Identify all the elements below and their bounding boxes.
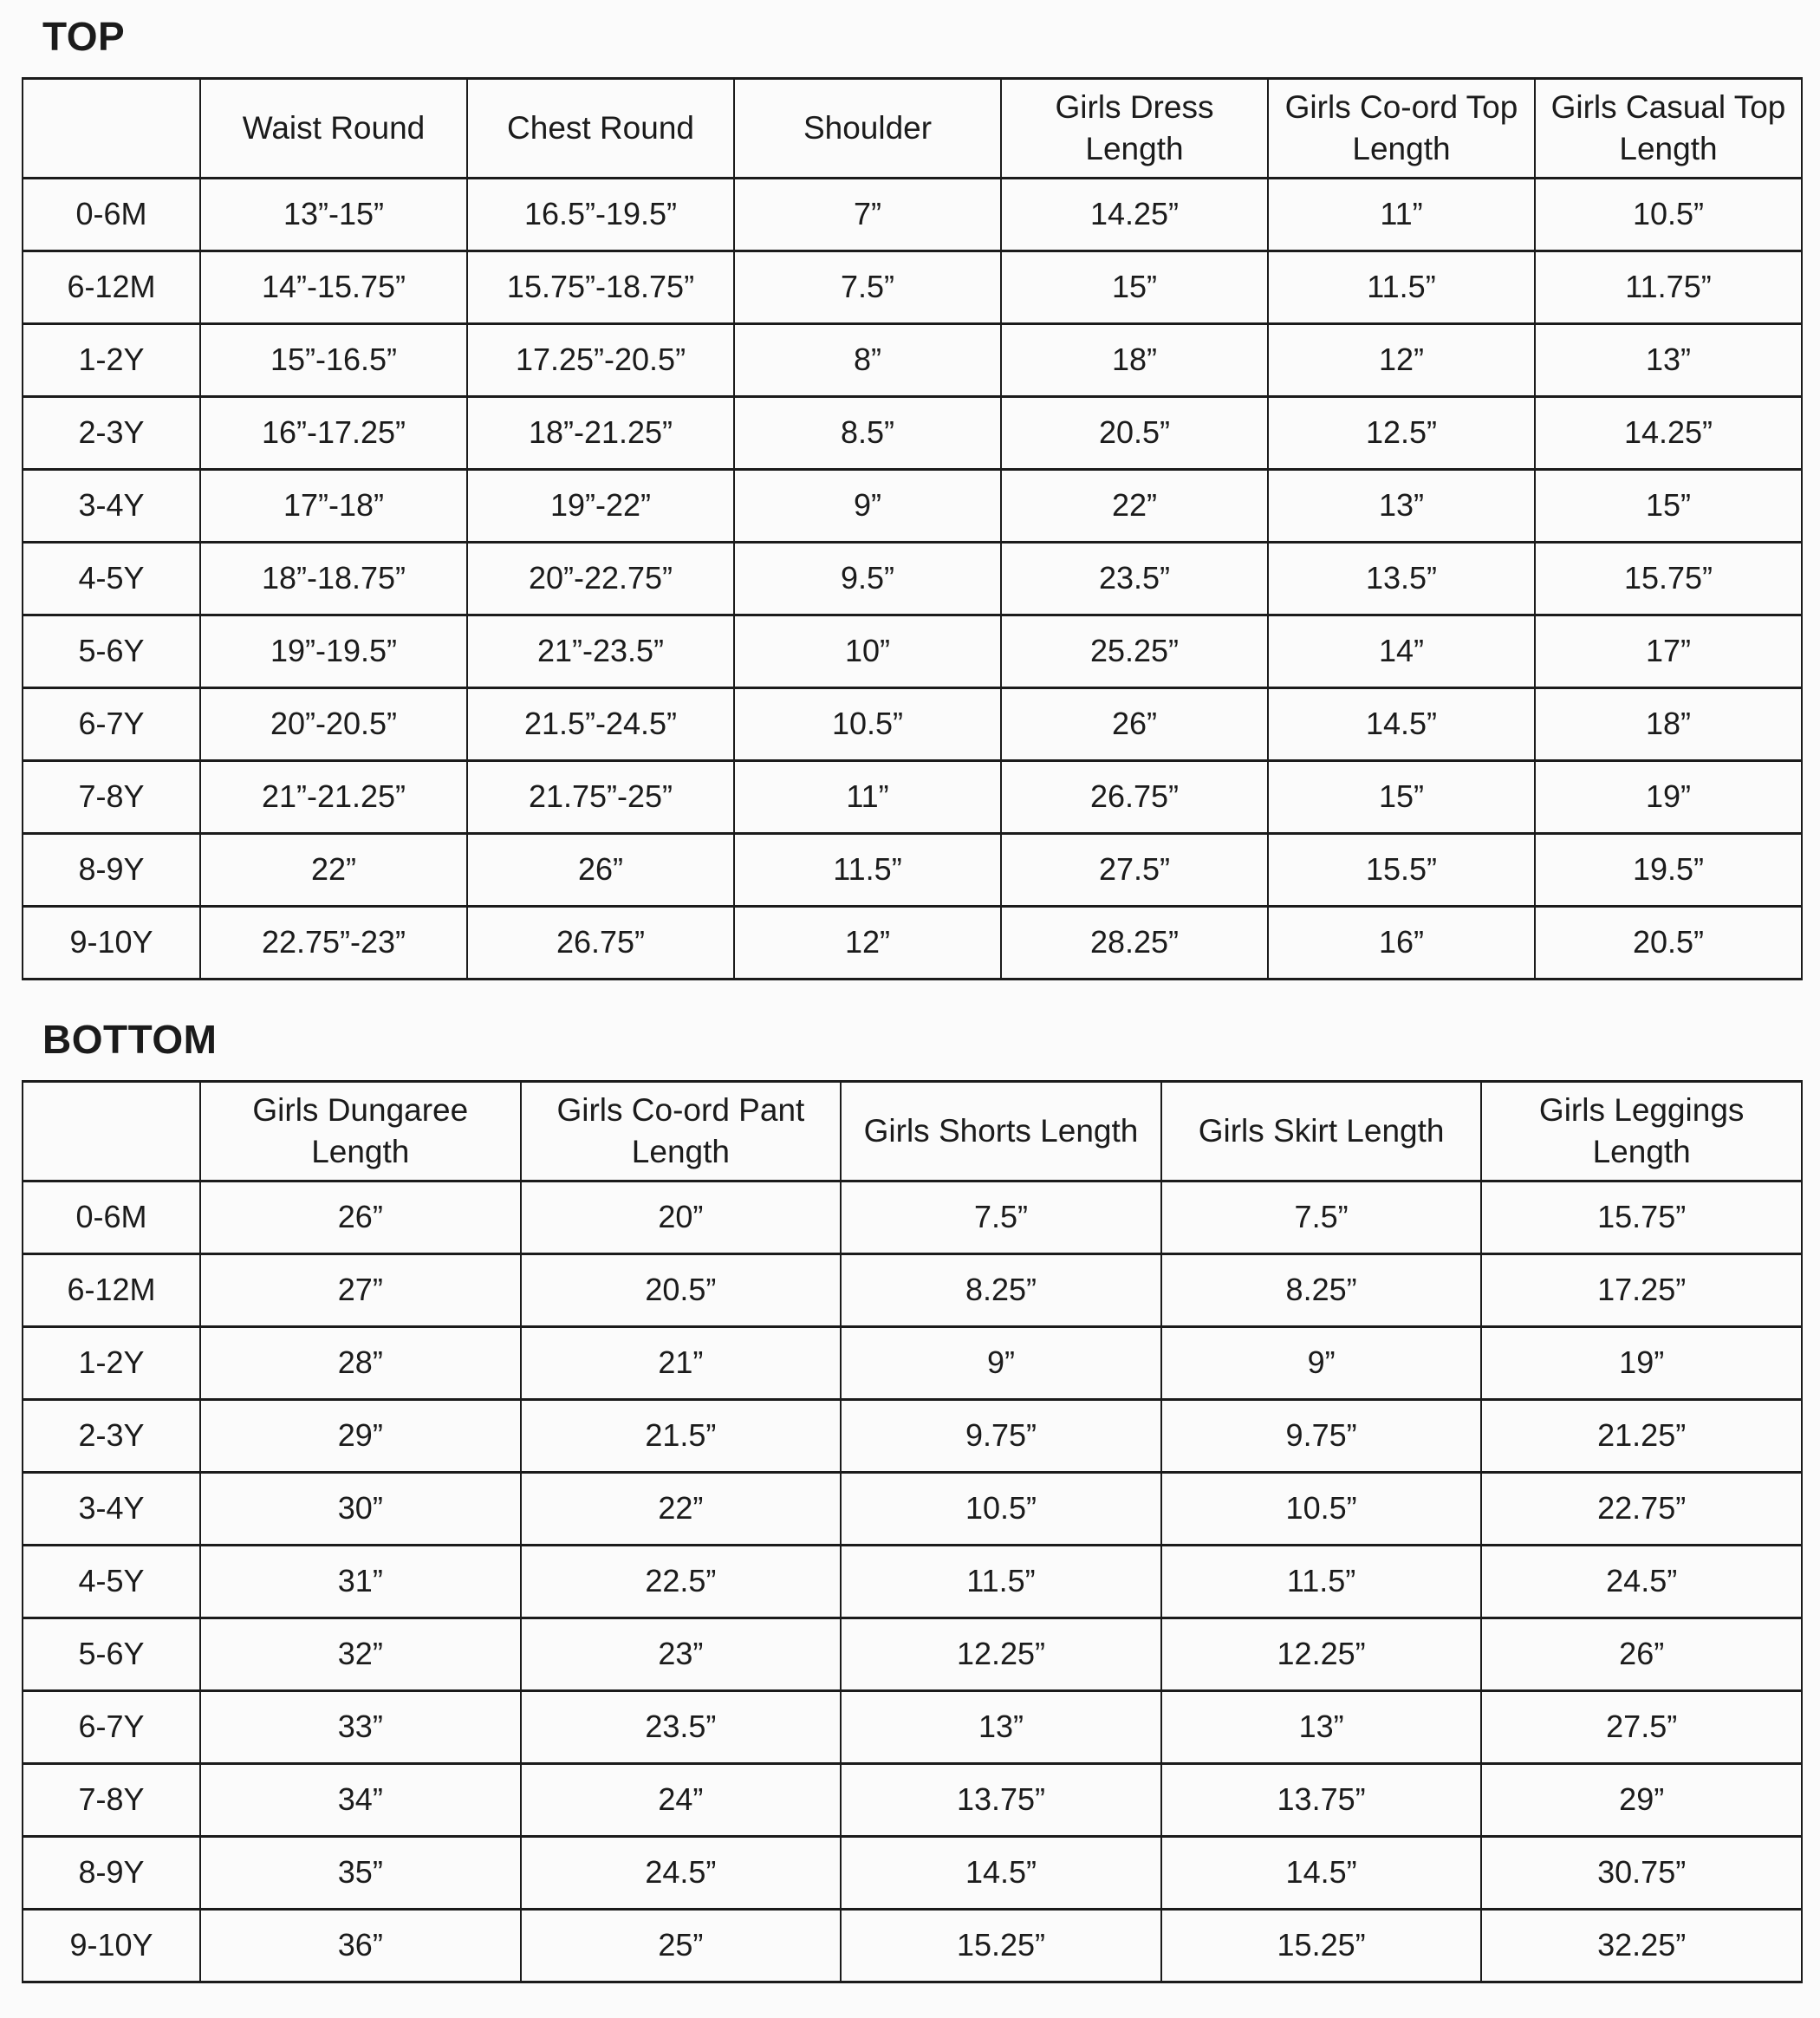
measurement-value: 18”-21.25” bbox=[467, 396, 734, 469]
table-row bbox=[23, 1690, 1802, 1763]
size-label: 1-2Y bbox=[23, 1326, 200, 1399]
measurement-value: 15”-16.5” bbox=[200, 323, 467, 396]
measurement-value: 12” bbox=[1268, 323, 1535, 396]
size-label: 6-12M bbox=[23, 1253, 200, 1326]
measurement-value: 24.5” bbox=[1481, 1545, 1802, 1618]
measurement-value: 13” bbox=[1161, 1690, 1482, 1763]
table-row bbox=[23, 760, 1802, 833]
size-label: 3-4Y bbox=[23, 1472, 200, 1545]
measurement-value: 21.5”-24.5” bbox=[467, 687, 734, 760]
measurement-column-header: Girls Shorts Length bbox=[841, 1081, 1161, 1181]
measurement-value: 25” bbox=[521, 1909, 842, 1982]
measurement-value: 33” bbox=[200, 1690, 521, 1763]
measurement-column-header: Girls Co-ord Pant Length bbox=[521, 1081, 842, 1181]
measurement-value: 27” bbox=[200, 1253, 521, 1326]
bottom-size-section bbox=[22, 1017, 1803, 1983]
measurement-value: 10.5” bbox=[734, 687, 1001, 760]
measurement-value: 14.5” bbox=[1268, 687, 1535, 760]
measurement-value: 21”-23.5” bbox=[467, 615, 734, 687]
measurement-value: 21” bbox=[521, 1326, 842, 1399]
measurement-value: 7.5” bbox=[1161, 1181, 1482, 1253]
measurement-value: 22.75” bbox=[1481, 1472, 1802, 1545]
measurement-value: 16.5”-19.5” bbox=[467, 178, 734, 251]
measurement-value: 30.75” bbox=[1481, 1836, 1802, 1909]
size-label: 3-4Y bbox=[23, 469, 200, 542]
measurement-value: 9” bbox=[734, 469, 1001, 542]
measurement-value: 18”-18.75” bbox=[200, 542, 467, 615]
measurement-value: 18” bbox=[1001, 323, 1268, 396]
size-label: 6-7Y bbox=[23, 687, 200, 760]
measurement-value: 20”-20.5” bbox=[200, 687, 467, 760]
measurement-value: 30” bbox=[200, 1472, 521, 1545]
measurement-value: 22.5” bbox=[521, 1545, 842, 1618]
measurement-value: 13” bbox=[841, 1690, 1161, 1763]
measurement-value: 34” bbox=[200, 1763, 521, 1836]
size-column-header bbox=[23, 1081, 200, 1181]
measurement-value: 19.5” bbox=[1535, 833, 1802, 906]
size-label: 5-6Y bbox=[23, 615, 200, 687]
measurement-value: 14.25” bbox=[1535, 396, 1802, 469]
measurement-value: 21”-21.25” bbox=[200, 760, 467, 833]
measurement-value: 8.25” bbox=[841, 1253, 1161, 1326]
table-row bbox=[23, 1909, 1802, 1982]
size-label: 8-9Y bbox=[23, 1836, 200, 1909]
table-row bbox=[23, 178, 1802, 251]
measurement-value: 29” bbox=[200, 1399, 521, 1472]
table-row bbox=[23, 1763, 1802, 1836]
measurement-value: 8.25” bbox=[1161, 1253, 1482, 1326]
top-section-title: TOP bbox=[42, 14, 126, 59]
measurement-value: 26” bbox=[467, 833, 734, 906]
measurement-value: 9.75” bbox=[1161, 1399, 1482, 1472]
measurement-value: 14.5” bbox=[1161, 1836, 1482, 1909]
measurement-value: 14.25” bbox=[1001, 178, 1268, 251]
measurement-value: 9” bbox=[1161, 1326, 1482, 1399]
measurement-value: 23” bbox=[521, 1618, 842, 1690]
measurement-column-header: Chest Round bbox=[467, 78, 734, 178]
measurement-value: 11” bbox=[734, 760, 1001, 833]
measurement-value: 22” bbox=[1001, 469, 1268, 542]
size-label: 0-6M bbox=[23, 178, 200, 251]
measurement-value: 22” bbox=[521, 1472, 842, 1545]
measurement-value: 26” bbox=[200, 1181, 521, 1253]
bottom-section-title: BOTTOM bbox=[42, 1016, 218, 1062]
size-label: 9-10Y bbox=[23, 906, 200, 979]
table-row bbox=[23, 396, 1802, 469]
measurement-value: 28.25” bbox=[1001, 906, 1268, 979]
measurement-value: 23.5” bbox=[521, 1690, 842, 1763]
measurement-column-header: Girls Co-ord Top Length bbox=[1268, 78, 1535, 178]
measurement-value: 20.5” bbox=[521, 1253, 842, 1326]
measurement-value: 36” bbox=[200, 1909, 521, 1982]
table-row bbox=[23, 1253, 1802, 1326]
table-row bbox=[23, 542, 1802, 615]
measurement-value: 8.5” bbox=[734, 396, 1001, 469]
table-row bbox=[23, 687, 1802, 760]
measurement-column-header: Girls Leggings Length bbox=[1481, 1081, 1802, 1181]
table-row bbox=[23, 469, 1802, 542]
size-label: 7-8Y bbox=[23, 760, 200, 833]
measurement-column-header: Girls Dress Length bbox=[1001, 78, 1268, 178]
measurement-value: 18” bbox=[1535, 687, 1802, 760]
measurement-value: 26.75” bbox=[467, 906, 734, 979]
measurement-value: 11.5” bbox=[734, 833, 1001, 906]
measurement-value: 9.75” bbox=[841, 1399, 1161, 1472]
measurement-value: 32.25” bbox=[1481, 1909, 1802, 1982]
measurement-value: 7” bbox=[734, 178, 1001, 251]
measurement-value: 21.25” bbox=[1481, 1399, 1802, 1472]
measurement-column-header: Girls Casual Top Length bbox=[1535, 78, 1802, 178]
measurement-value: 11.5” bbox=[1161, 1545, 1482, 1618]
measurement-value: 19” bbox=[1535, 760, 1802, 833]
measurement-value: 31” bbox=[200, 1545, 521, 1618]
measurement-value: 15” bbox=[1535, 469, 1802, 542]
measurement-value: 10.5” bbox=[1535, 178, 1802, 251]
size-column-header bbox=[23, 78, 200, 178]
measurement-value: 32” bbox=[200, 1618, 521, 1690]
table-row bbox=[23, 1472, 1802, 1545]
measurement-value: 7.5” bbox=[841, 1181, 1161, 1253]
measurement-value: 14” bbox=[1268, 615, 1535, 687]
measurement-value: 26.75” bbox=[1001, 760, 1268, 833]
measurement-value: 15.75” bbox=[1481, 1181, 1802, 1253]
header-row bbox=[23, 1081, 1802, 1181]
measurement-column-header: Girls Dungaree Length bbox=[200, 1081, 521, 1181]
measurement-value: 13.75” bbox=[1161, 1763, 1482, 1836]
measurement-value: 13”-15” bbox=[200, 178, 467, 251]
table-row bbox=[23, 251, 1802, 323]
size-label: 2-3Y bbox=[23, 1399, 200, 1472]
size-label: 2-3Y bbox=[23, 396, 200, 469]
measurement-value: 27.5” bbox=[1001, 833, 1268, 906]
measurement-value: 23.5” bbox=[1001, 542, 1268, 615]
measurement-value: 15.25” bbox=[841, 1909, 1161, 1982]
measurement-value: 27.5” bbox=[1481, 1690, 1802, 1763]
table-row bbox=[23, 1836, 1802, 1909]
measurement-value: 26” bbox=[1001, 687, 1268, 760]
bottom-size-table bbox=[22, 1080, 1803, 1983]
table-row bbox=[23, 1399, 1802, 1472]
measurement-value: 11.75” bbox=[1535, 251, 1802, 323]
measurement-value: 20.5” bbox=[1001, 396, 1268, 469]
measurement-value: 17” bbox=[1535, 615, 1802, 687]
size-label: 6-12M bbox=[23, 251, 200, 323]
measurement-value: 12.25” bbox=[1161, 1618, 1482, 1690]
table-row bbox=[23, 615, 1802, 687]
measurement-value: 14”-15.75” bbox=[200, 251, 467, 323]
measurement-value: 15” bbox=[1001, 251, 1268, 323]
measurement-value: 19” bbox=[1481, 1326, 1802, 1399]
measurement-value: 21.75”-25” bbox=[467, 760, 734, 833]
measurement-value: 16” bbox=[1268, 906, 1535, 979]
table-row bbox=[23, 833, 1802, 906]
measurement-value: 13.75” bbox=[841, 1763, 1161, 1836]
measurement-value: 19”-22” bbox=[467, 469, 734, 542]
header-row bbox=[23, 78, 1802, 178]
size-label: 9-10Y bbox=[23, 1909, 200, 1982]
measurement-value: 7.5” bbox=[734, 251, 1001, 323]
measurement-value: 13” bbox=[1535, 323, 1802, 396]
measurement-value: 25.25” bbox=[1001, 615, 1268, 687]
size-label: 1-2Y bbox=[23, 323, 200, 396]
table-row bbox=[23, 1326, 1802, 1399]
table-row bbox=[23, 1545, 1802, 1618]
measurement-value: 24.5” bbox=[521, 1836, 842, 1909]
measurement-value: 11” bbox=[1268, 178, 1535, 251]
measurement-value: 14.5” bbox=[841, 1836, 1161, 1909]
measurement-value: 19”-19.5” bbox=[200, 615, 467, 687]
measurement-column-header: Shoulder bbox=[734, 78, 1001, 178]
measurement-value: 15.5” bbox=[1268, 833, 1535, 906]
measurement-value: 26” bbox=[1481, 1618, 1802, 1690]
size-label: 5-6Y bbox=[23, 1618, 200, 1690]
measurement-value: 16”-17.25” bbox=[200, 396, 467, 469]
measurement-value: 8” bbox=[734, 323, 1001, 396]
measurement-value: 20” bbox=[521, 1181, 842, 1253]
measurement-value: 13.5” bbox=[1268, 542, 1535, 615]
top-size-section bbox=[22, 14, 1803, 980]
size-label: 8-9Y bbox=[23, 833, 200, 906]
measurement-value: 9.5” bbox=[734, 542, 1001, 615]
measurement-column-header: Girls Skirt Length bbox=[1161, 1081, 1482, 1181]
measurement-value: 12” bbox=[734, 906, 1001, 979]
measurement-value: 15.75”-18.75” bbox=[467, 251, 734, 323]
measurement-value: 15” bbox=[1268, 760, 1535, 833]
measurement-value: 35” bbox=[200, 1836, 521, 1909]
measurement-value: 10.5” bbox=[841, 1472, 1161, 1545]
measurement-value: 12.5” bbox=[1268, 396, 1535, 469]
measurement-value: 9” bbox=[841, 1326, 1161, 1399]
table-row bbox=[23, 906, 1802, 979]
size-label: 0-6M bbox=[23, 1181, 200, 1253]
measurement-value: 17.25”-20.5” bbox=[467, 323, 734, 396]
measurement-value: 17.25” bbox=[1481, 1253, 1802, 1326]
measurement-value: 10.5” bbox=[1161, 1472, 1482, 1545]
size-label: 7-8Y bbox=[23, 1763, 200, 1836]
measurement-value: 12.25” bbox=[841, 1618, 1161, 1690]
measurement-value: 21.5” bbox=[521, 1399, 842, 1472]
measurement-value: 22.75”-23” bbox=[200, 906, 467, 979]
measurement-value: 15.75” bbox=[1535, 542, 1802, 615]
measurement-value: 10” bbox=[734, 615, 1001, 687]
measurement-column-header: Waist Round bbox=[200, 78, 467, 178]
measurement-value: 15.25” bbox=[1161, 1909, 1482, 1982]
size-label: 6-7Y bbox=[23, 1690, 200, 1763]
table-row bbox=[23, 1618, 1802, 1690]
measurement-value: 22” bbox=[200, 833, 467, 906]
table-row bbox=[23, 1181, 1802, 1253]
measurement-value: 11.5” bbox=[841, 1545, 1161, 1618]
top-size-table bbox=[22, 77, 1803, 980]
measurement-value: 17”-18” bbox=[200, 469, 467, 542]
measurement-value: 28” bbox=[200, 1326, 521, 1399]
measurement-value: 24” bbox=[521, 1763, 842, 1836]
table-row bbox=[23, 323, 1802, 396]
measurement-value: 20.5” bbox=[1535, 906, 1802, 979]
size-label: 4-5Y bbox=[23, 542, 200, 615]
measurement-value: 11.5” bbox=[1268, 251, 1535, 323]
measurement-value: 20”-22.75” bbox=[467, 542, 734, 615]
measurement-value: 29” bbox=[1481, 1763, 1802, 1836]
size-label: 4-5Y bbox=[23, 1545, 200, 1618]
measurement-value: 13” bbox=[1268, 469, 1535, 542]
